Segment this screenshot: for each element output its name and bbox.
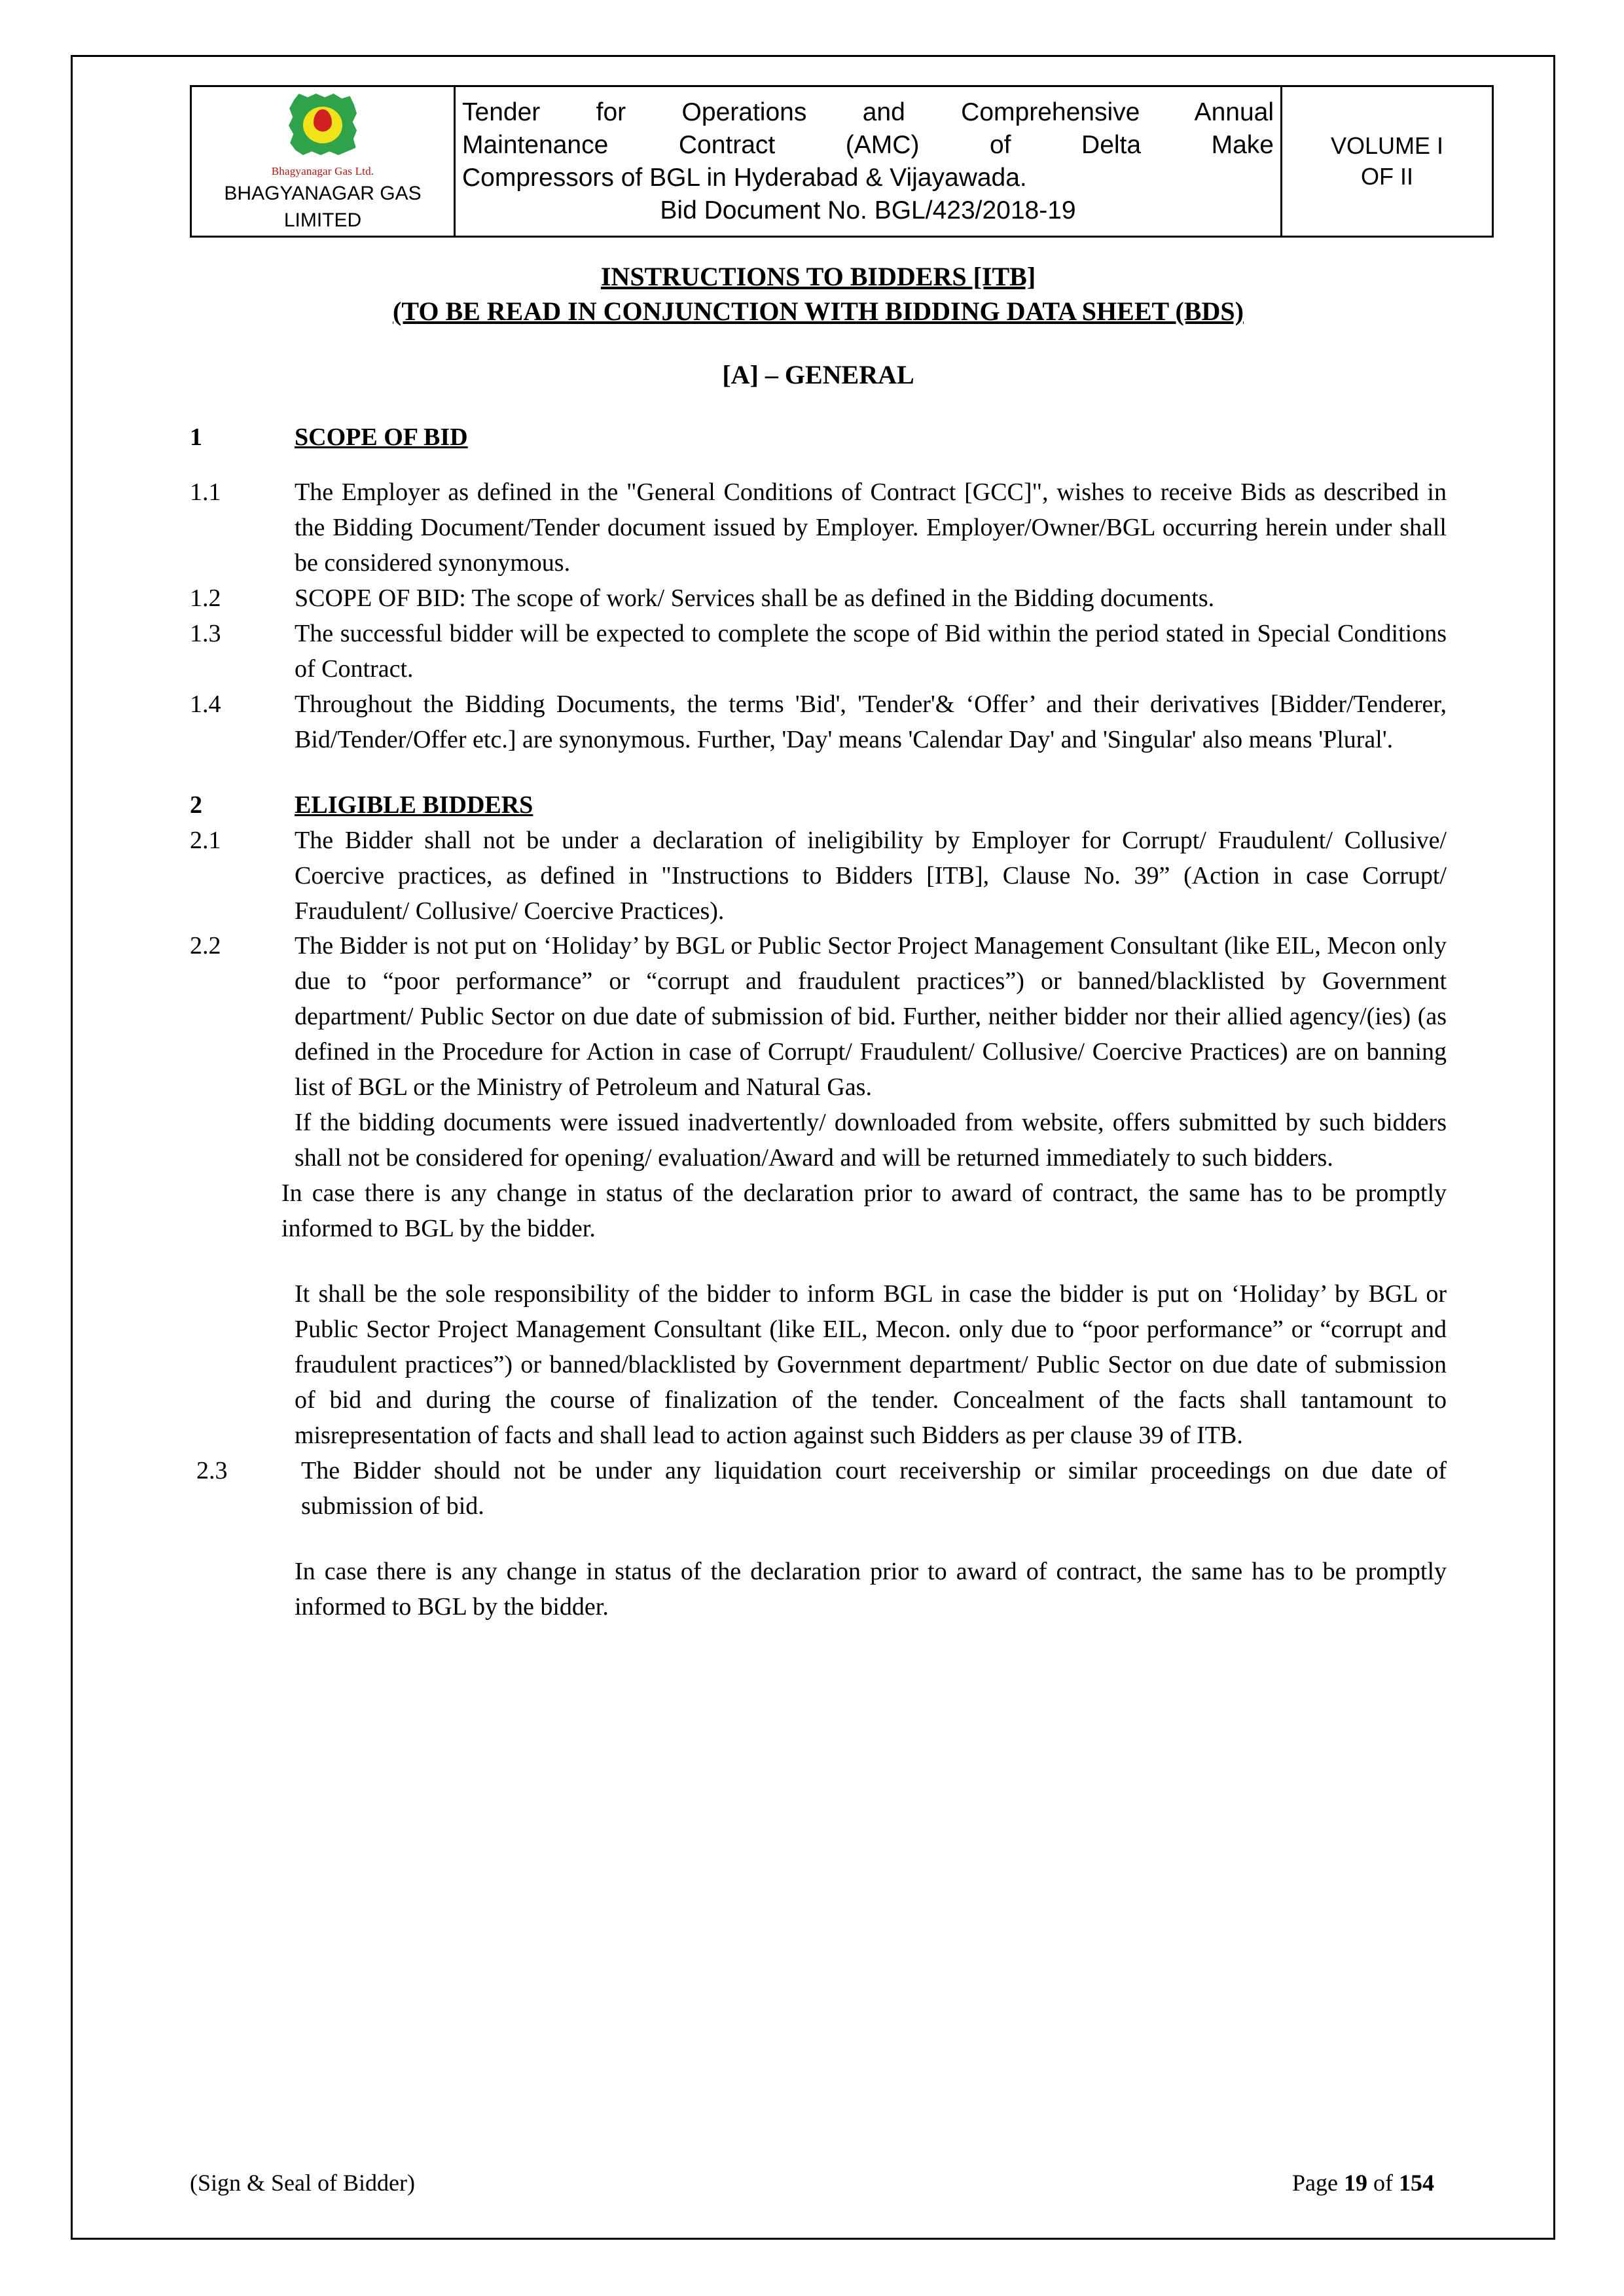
clause-2-2 [190, 929, 1447, 1105]
clause-1-2 [190, 581, 1447, 617]
clause-1-4-number: 1.4 [190, 690, 221, 718]
clause-1-2-number: 1.2 [190, 584, 221, 612]
clause-2-3-paragraph-b: In case there is any change in status of the declaration prior to award of contract, the same has to be promptly informed to BGL by the bidder. [295, 1557, 1447, 1621]
tender-title-line-4: Bid Document No. BGL/423/2018-19 [660, 196, 1076, 224]
clause-2-1-number: 2.1 [190, 826, 221, 854]
clause-1-heading [190, 420, 1447, 456]
tender-title-line-1: Tender for Operations and Comprehensive Annual [462, 98, 1274, 126]
clause-2-number: 2 [190, 791, 202, 819]
clause-1-3-number: 1.3 [190, 619, 221, 647]
footer-page-label: Page [1292, 2170, 1338, 2196]
document-heading-line-2: (TO BE READ IN CONJUNCTION WITH BIDDING DATA SHEET (BDS) [393, 296, 1244, 327]
section-letter-heading: [A] – GENERAL [722, 360, 914, 390]
clause-1-4 [190, 687, 1447, 758]
clause-2-2-paragraph-c: In case there is any change in status of the declaration prior to award of contract, the same has to be promptly informed to BGL by the bidder. [281, 1179, 1447, 1243]
logo-brand-text: Bhagyanagar Gas Ltd. [271, 165, 374, 177]
logo-caption-line2: LIMITED [283, 209, 362, 232]
clause-1-title: SCOPE OF BID [295, 423, 468, 452]
header-table [190, 85, 1494, 238]
clause-1-1-number: 1.1 [190, 478, 221, 507]
footer-page-number [1292, 2169, 1434, 2197]
footer-current-page: 19 [1344, 2170, 1367, 2196]
clause-2-3-text: The Bidder should not be under any liquidation court receivership or similar proceedings on due date of submission of bid. [301, 1456, 1447, 1520]
tender-title-line-3: Compressors of BGL in Hyderabad & Vijayawada. [462, 163, 1027, 192]
clause-1-3 [190, 617, 1447, 687]
clause-2-3-number: 2.3 [196, 1456, 228, 1484]
footer-of-label: of [1373, 2170, 1393, 2196]
logo-cell [191, 86, 455, 237]
clause-2-3 [190, 1454, 1447, 1524]
logo-caption-line1: BHAGYANAGAR GAS [224, 182, 422, 204]
tender-title-line-2: Maintenance Contract (AMC) of Delta Make [462, 130, 1274, 159]
volume-line-2: OF II [1361, 162, 1413, 190]
clause-2-1 [190, 823, 1447, 929]
page-content [190, 85, 1447, 1625]
bhagyanagar-gas-logo-icon [280, 91, 366, 164]
clause-2-2-paragraph-b: If the bidding documents were issued inadvertently/ downloaded from website, offers submitted by such bidders shall not be considered for opening/ evaluation/Award and will be returned immediately to such bidders. [295, 1109, 1447, 1172]
clause-1-4-text: Throughout the Bidding Documents, the terms 'Bid', 'Tender'& ‘Offer’ and their derivatives [Bidder/Tenderer, Bid/Tender/Offer etc.] are synonymous. Further, 'Day' means 'Calendar Day' and 'Singular' also means 'Plural'. [295, 690, 1447, 753]
volume-cell [1282, 86, 1493, 237]
clause-1-1-text: The Employer as defined in the "General Conditions of Contract [GCC]", wishes to receive Bids as described in the Bidding Document/Tender document issued by Employer. Employer/Owner/BGL occurring herein under shall be considered synonymous. [295, 478, 1447, 577]
clause-2-1-text: The Bidder shall not be under a declaration of ineligibility by Employer for Corrupt/ Fraudulent/ Collusive/ Coercive practices, as defined in "Instructions to Bidders [ITB], Clause No. 39” (Action in case Corrupt/ Fraudulent/ Collusive/ Coercive Practices). [295, 826, 1447, 925]
clause-1-1 [190, 475, 1447, 581]
document-heading-line-1: INSTRUCTIONS TO BIDDERS [ITB] [600, 262, 1036, 292]
clause-2-heading [190, 788, 1447, 823]
footer-total-pages: 154 [1399, 2170, 1434, 2196]
page-footer [190, 2169, 1434, 2197]
clause-2-2-paragraph-d: It shall be the sole responsibility of the bidder to inform BGL in case the bidder is put on ‘Holiday’ by BGL or Public Sector Project Management Consultant (like EIL, Mecon. only due to “poor performance” or “corrupt and fraudulent practices”) or banned/blacklisted by Government department/ Public Sector on due date of submission of bid and during the course of finalization of the tender. Concealment of the facts shall tantamount to misrepresentation of facts and shall lead to action against such Bidders as per clause 39 of ITB. [295, 1280, 1447, 1449]
clause-2-2-text: The Bidder is not put on ‘Holiday’ by BGL or Public Sector Project Management Consultant (like EIL, Mecon only due to “poor performance” or “corrupt and fraudulent practices”) or banned/blacklisted by Government department/ Public Sector on due date of submission of bid. Further, neither bidder nor their allied agency/(ies) (as defined in the Procedure for Action in case of Corrupt/ Fraudulent/ Collusive/ Coercive Practices) are on banning list of BGL or the Ministry of Petroleum and Natural Gas. [295, 932, 1447, 1102]
header-row [191, 86, 1493, 237]
volume-line-1: VOLUME I [1330, 132, 1444, 159]
clause-1-number: 1 [190, 423, 202, 452]
footer-signature-label: (Sign & Seal of Bidder) [190, 2170, 415, 2196]
clause-1-3-text: The successful bidder will be expected to complete the scope of Bid within the period stated in Special Conditions of Contract. [295, 619, 1447, 683]
document-heading [190, 260, 1447, 329]
clause-2-title: ELIGIBLE BIDDERS [295, 791, 533, 819]
tender-title-cell [455, 86, 1282, 237]
clause-1-2-text: SCOPE OF BID: The scope of work/ Services shall be as defined in the Bidding documents. [295, 584, 1215, 612]
clause-2-2-number: 2.2 [190, 932, 221, 960]
